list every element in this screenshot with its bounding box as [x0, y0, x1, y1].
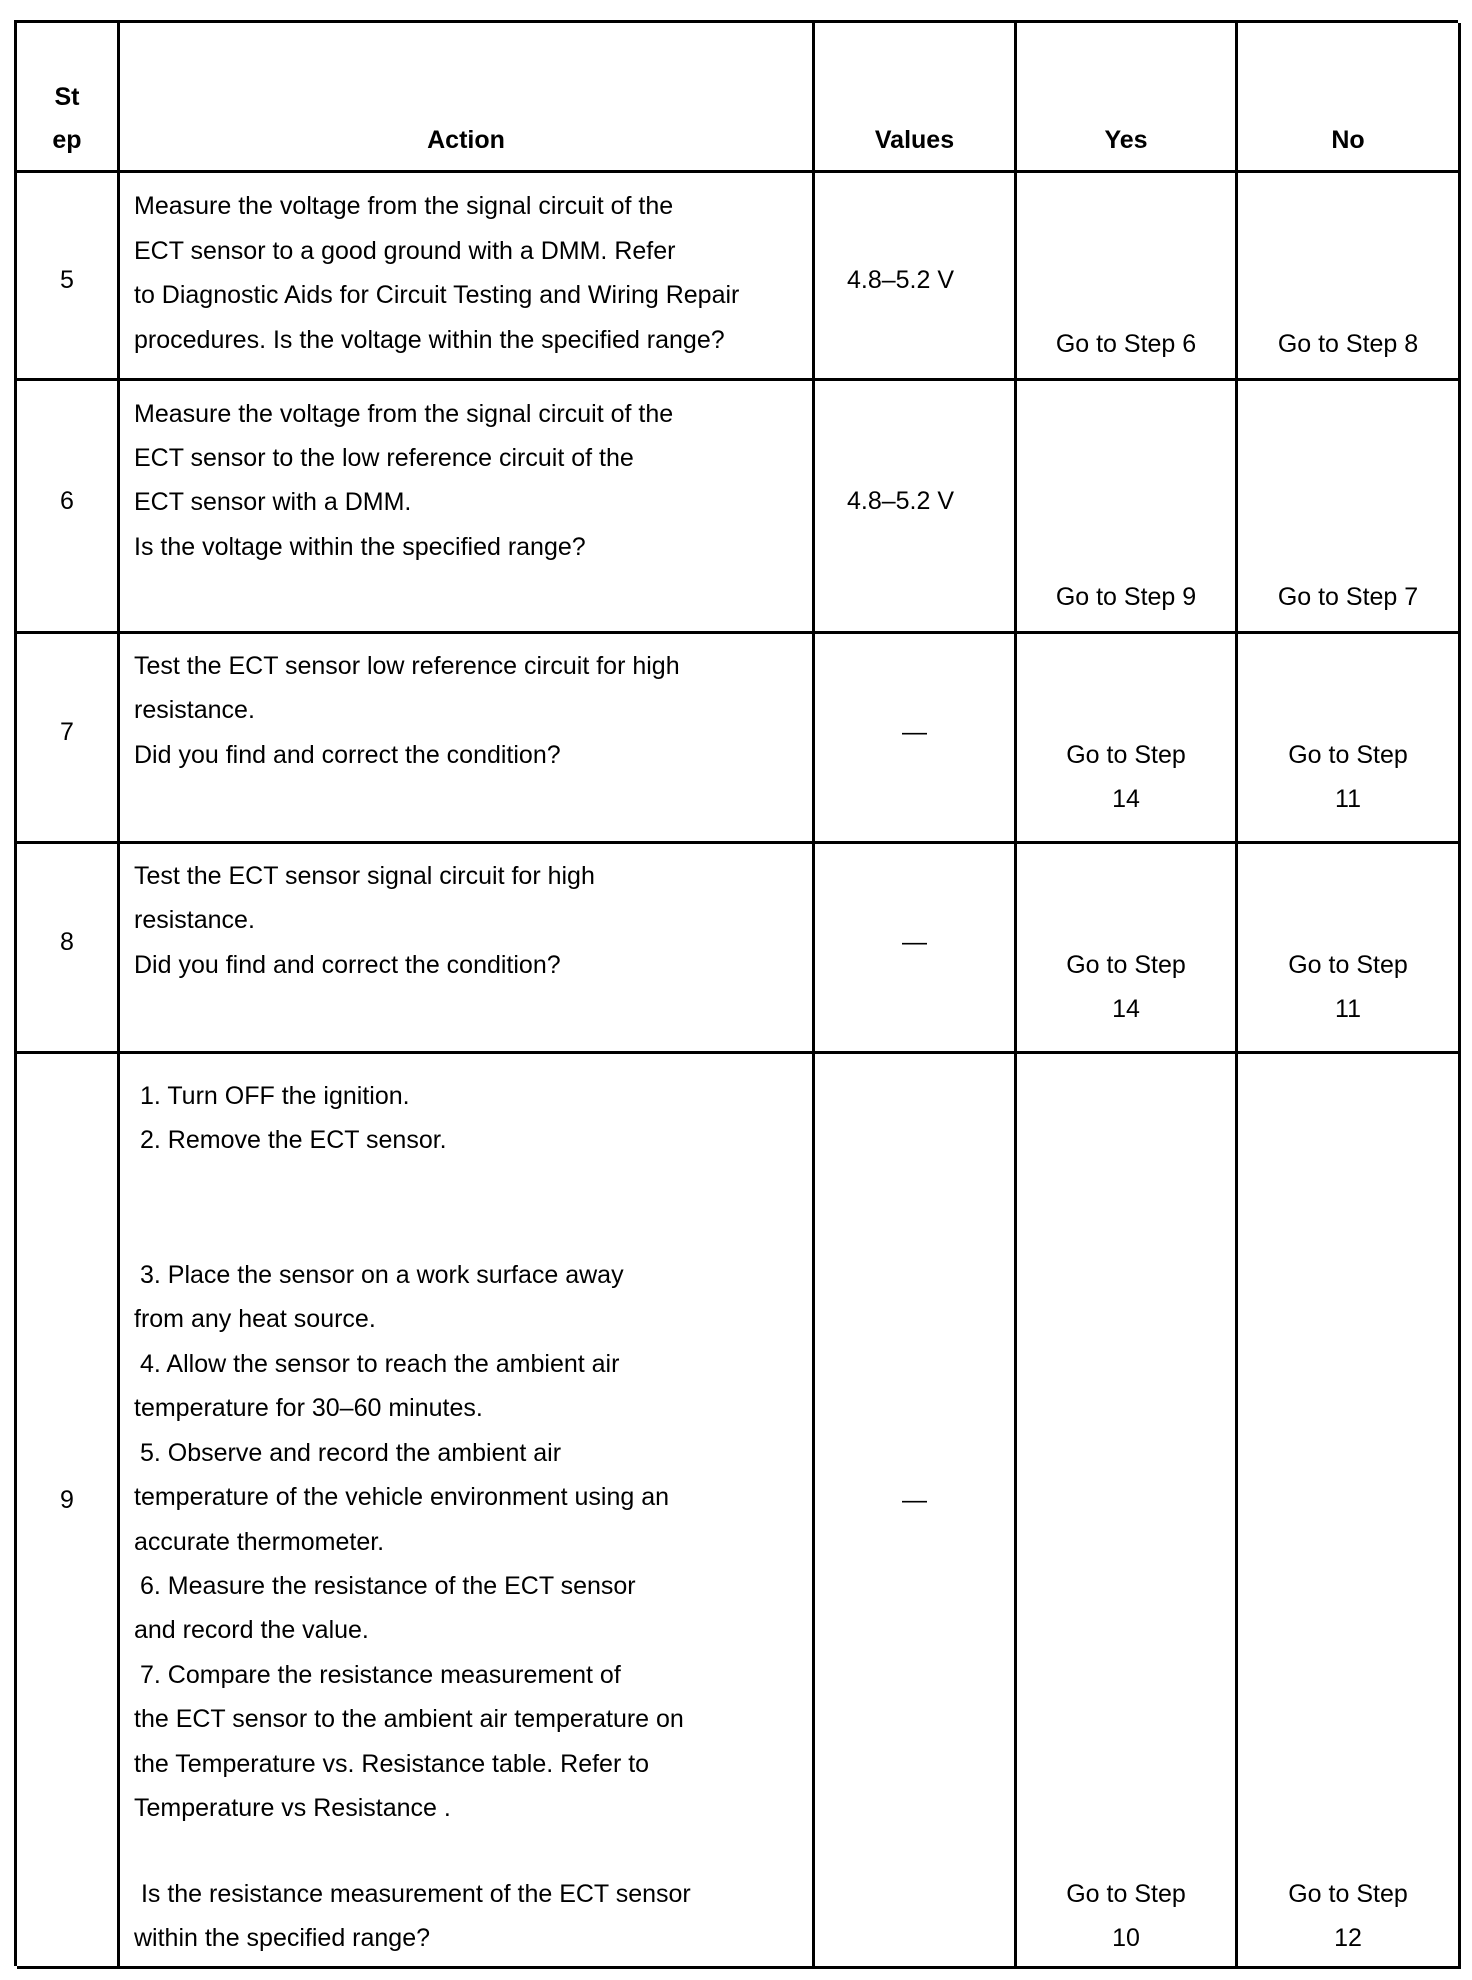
action-line: 5. Observe and record the ambient air: [140, 1439, 562, 1467]
value-text: —: [902, 928, 927, 956]
values-cell: [815, 1054, 1017, 1969]
action-line: Measure the voltage from the signal circuit of the: [134, 192, 674, 220]
action-line: the Temperature vs. Resistance table. Refer to: [134, 1750, 650, 1778]
action-line: 6. Measure the resistance of the ECT sensor: [140, 1572, 636, 1600]
yes-link[interactable]: Go to Step 9: [1055, 583, 1197, 611]
yes-cell: [1017, 844, 1238, 1054]
values-cell: [815, 381, 1017, 634]
action-line: ECT sensor to the low reference circuit of the: [134, 444, 634, 472]
action-cell: [120, 1054, 815, 1969]
action-line: 3. Place the sensor on a work surface away: [140, 1261, 624, 1289]
action-line: resistance.: [134, 906, 255, 934]
step-cell: [17, 381, 120, 634]
step-number: 6: [60, 487, 74, 515]
action-line: to Diagnostic Aids for Circuit Testing and Wiring Repair: [134, 281, 740, 309]
header-action-cell: [120, 23, 815, 173]
header-yes: Yes: [1104, 126, 1148, 154]
action-line: Test the ECT sensor signal circuit for high: [134, 862, 595, 890]
header-values-cell: [815, 23, 1017, 173]
diagnostic-table: [14, 20, 1458, 1966]
header-step-cell: [17, 23, 120, 173]
header-values: Values: [874, 126, 955, 154]
action-line: 1. Turn OFF the ignition.: [140, 1082, 410, 1110]
value-text: 4.8–5.2 V: [847, 487, 955, 515]
yes-link[interactable]: Go to Step: [1066, 951, 1186, 979]
no-cell: [1238, 844, 1461, 1054]
step-number: 5: [60, 266, 74, 294]
action-line: Measure the voltage from the signal circuit of the: [134, 400, 674, 428]
action-line: Did you find and correct the condition?: [134, 951, 561, 979]
action-line: from any heat source.: [134, 1305, 376, 1333]
header-yes-cell: [1017, 23, 1238, 173]
no-link[interactable]: Go to Step: [1288, 951, 1408, 979]
action-cell: [120, 634, 815, 844]
no-link-step[interactable]: 12: [1334, 1924, 1362, 1952]
no-cell: [1238, 173, 1461, 381]
no-link[interactable]: Go to Step: [1288, 741, 1408, 769]
yes-link-step[interactable]: 10: [1112, 1924, 1140, 1952]
action-line: 7. Compare the resistance measurement of: [140, 1661, 621, 1689]
action-line: the ECT sensor to the ambient air temperature on: [134, 1705, 684, 1733]
yes-link[interactable]: Go to Step: [1066, 741, 1186, 769]
yes-link[interactable]: Go to Step: [1066, 1880, 1186, 1908]
action-line: Test the ECT sensor low reference circuit for high: [134, 652, 680, 680]
action-line: procedures. Is the voltage within the specified range?: [134, 326, 725, 354]
action-cell: [120, 844, 815, 1054]
no-link-step[interactable]: 11: [1335, 785, 1361, 813]
action-line: Temperature vs Resistance .: [134, 1794, 451, 1822]
action-line: 2. Remove the ECT sensor.: [140, 1126, 447, 1154]
header-no-cell: [1238, 23, 1461, 173]
action-line: accurate thermometer.: [134, 1528, 385, 1556]
no-link[interactable]: Go to Step: [1288, 1880, 1408, 1908]
action-line: ECT sensor to a good ground with a DMM. Refer: [134, 237, 676, 265]
no-link-step[interactable]: 11: [1335, 995, 1361, 1023]
values-cell: [815, 173, 1017, 381]
action-cell: [120, 173, 815, 381]
action-cell: [120, 381, 815, 634]
value-text: —: [902, 718, 927, 746]
value-text: 4.8–5.2 V: [847, 266, 955, 294]
action-line: temperature of the vehicle environment using an: [134, 1483, 670, 1511]
values-cell: [815, 844, 1017, 1054]
action-line: Is the resistance measurement of the ECT sensor: [134, 1880, 691, 1908]
yes-link-step[interactable]: 14: [1112, 995, 1140, 1023]
no-link[interactable]: Go to Step 8: [1277, 330, 1419, 358]
yes-cell: [1017, 173, 1238, 381]
no-cell: [1238, 381, 1461, 634]
no-cell: [1238, 634, 1461, 844]
step-number: 8: [60, 928, 74, 956]
yes-cell: [1017, 381, 1238, 634]
step-cell: [17, 1054, 120, 1969]
action-line: 4. Allow the sensor to reach the ambient air: [140, 1350, 620, 1378]
yes-cell: [1017, 1054, 1238, 1969]
header-action: Action: [427, 126, 505, 154]
yes-link-step[interactable]: 14: [1112, 785, 1140, 813]
action-line: Is the voltage within the specified range?: [134, 533, 586, 561]
header-step-line2: ep: [52, 126, 82, 154]
value-text: —: [902, 1486, 927, 1514]
action-line: and record the value.: [134, 1616, 369, 1644]
no-link[interactable]: Go to Step 7: [1277, 583, 1419, 611]
header-step-line1: St: [54, 83, 80, 111]
step-cell: [17, 173, 120, 381]
no-cell: [1238, 1054, 1461, 1969]
step-number: 9: [60, 1486, 74, 1514]
values-cell: [815, 634, 1017, 844]
step-cell: [17, 634, 120, 844]
action-line: ECT sensor with a DMM.: [134, 488, 412, 516]
action-line: within the specified range?: [134, 1924, 431, 1952]
yes-link[interactable]: Go to Step 6: [1055, 330, 1197, 358]
step-number: 7: [60, 718, 74, 746]
action-line: resistance.: [134, 696, 255, 724]
step-cell: [17, 844, 120, 1054]
header-no: No: [1331, 126, 1365, 154]
action-line: Did you find and correct the condition?: [134, 741, 561, 769]
yes-cell: [1017, 634, 1238, 844]
action-line: temperature for 30–60 minutes.: [134, 1394, 483, 1422]
